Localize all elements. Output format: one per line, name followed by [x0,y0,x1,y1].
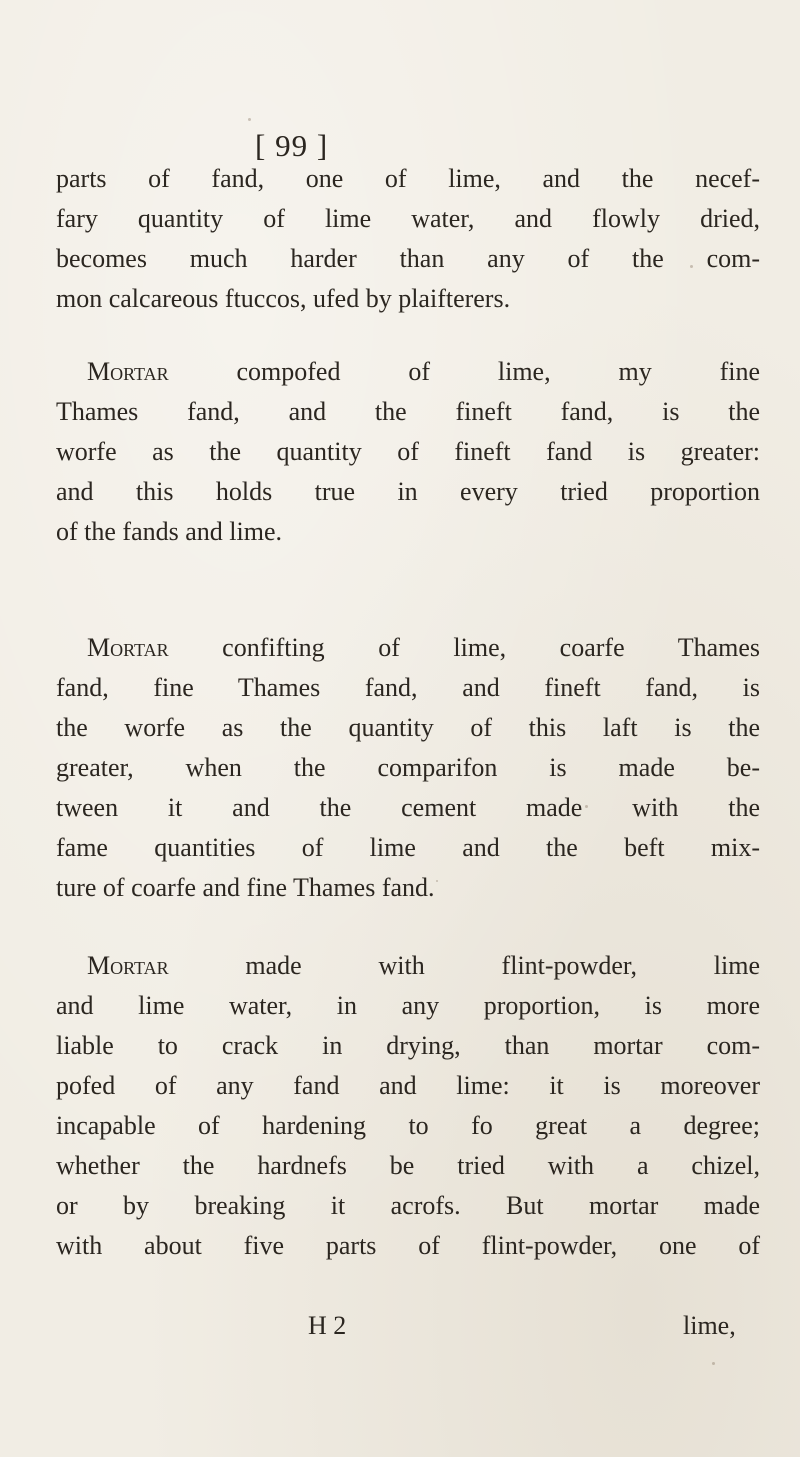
paper-speck [712,1362,715,1365]
text-line: and this holds true in every tried proportion [56,477,760,506]
paragraph-lead-word: Mortar [87,357,169,386]
text-line: ture of coarfe and fine Thames fand. [56,873,435,902]
text-line: or by breaking it acrofs. But mortar made [56,1191,760,1220]
text-line-first [56,628,760,668]
paper-speck [436,880,438,882]
text-line: greater, when the comparifon is made be- [56,753,760,782]
text-line: liable to crack in drying, than mortar com- [56,1031,760,1060]
text-line: fand, fine Thames fand, and fineft fand, is [56,673,760,702]
text-line-rest: confifting of lime, coarfe Thames [222,633,760,662]
paragraph-1 [56,159,760,319]
text-line: parts of fand, one of lime, and the necef- [56,164,760,193]
paper-speck [585,805,588,808]
text-line: worfe as the quantity of fineft fand is greater: [56,437,760,466]
text-line: with about five parts of flint-powder, one of [56,1231,760,1260]
page-number: [ 99 ] [255,128,329,163]
text-line: and lime water, in any proportion, is more [56,991,760,1020]
paper-speck [248,118,251,121]
text-line-rest: compofed of lime, my fine [236,357,761,386]
text-line: the worfe as the quantity of this laft is the [56,713,760,742]
signature-mark: H 2 [308,1311,347,1340]
text-line: becomes much harder than any of the com- [56,244,760,273]
paragraph-3 [56,628,760,908]
text-line-rest: made with flint-powder, lime [245,951,760,980]
text-line: fary quantity of lime water, and flowly dried, [56,204,760,233]
text-line-first [56,946,760,986]
text-line: whether the hardnefs be tried with a chizel, [56,1151,760,1180]
text-line: Thames fand, and the fineft fand, is the [56,397,760,426]
text-line: mon calcareous ftuccos, ufed by plaifterers. [56,284,511,313]
text-line: pofed of any fand and lime: it is moreover [56,1071,760,1100]
paragraph-4 [56,946,760,1266]
paper-speck [690,265,693,268]
text-line: fame quantities of lime and the beft mix- [56,833,760,862]
text-line: tween it and the cement made with the [56,793,760,822]
text-line: incapable of hardening to fo great a degree; [56,1111,760,1140]
paragraph-lead-word: Mortar [87,633,169,662]
paragraph-lead-word: Mortar [87,951,169,980]
catchword: lime, [683,1311,736,1340]
paragraph-2 [56,352,760,552]
text-line: of the fands and lime. [56,517,282,546]
text-line-first [56,352,760,392]
